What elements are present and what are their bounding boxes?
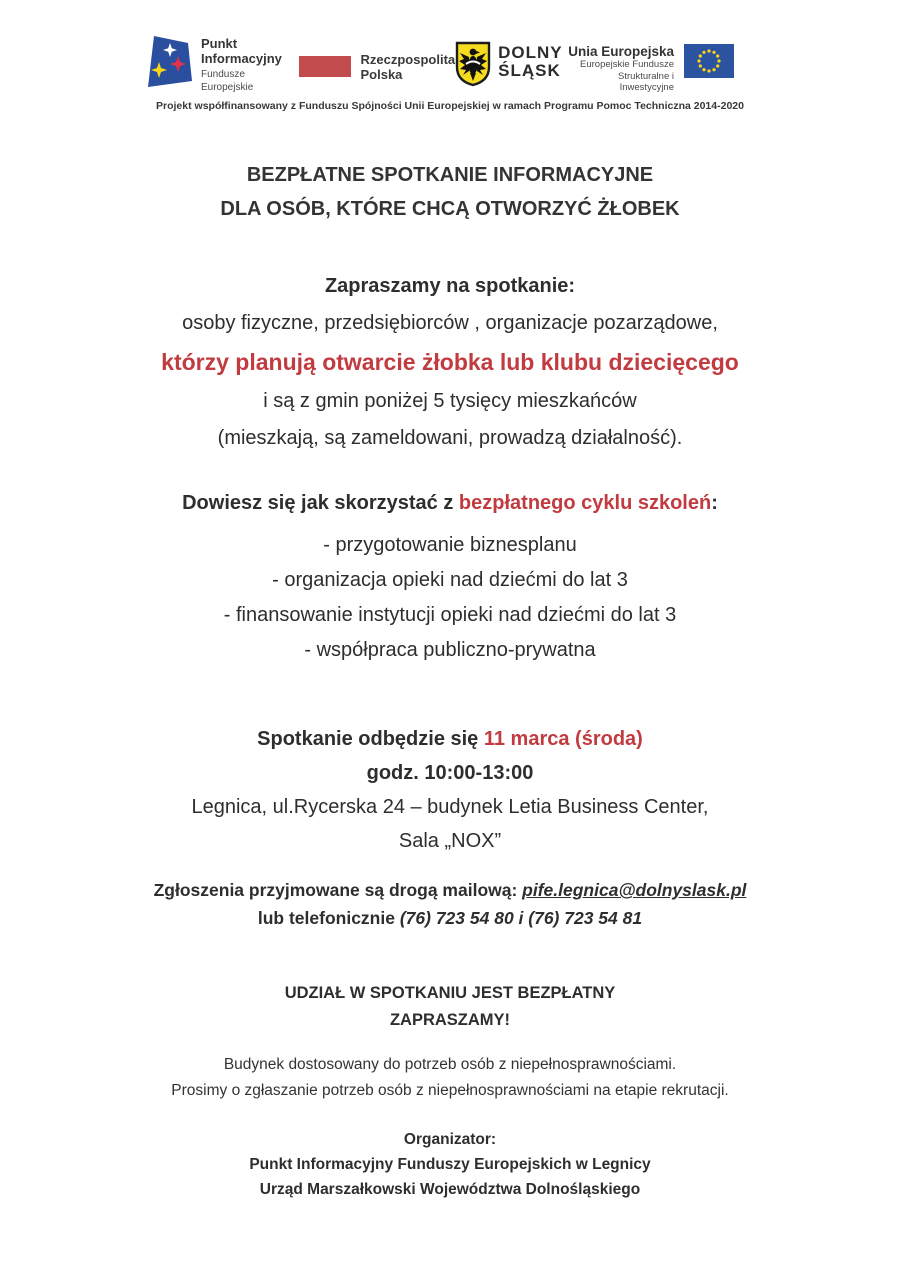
pife-line1: Punkt	[201, 36, 238, 51]
free-participation-section	[40, 980, 860, 1034]
pife-logo-text	[201, 36, 299, 94]
title-line1: BEZPŁATNE SPOTKANIE INFORMACYJNE	[246, 164, 654, 186]
training-item: - finansowanie instytucji opieki nad dziećmi do lat 3	[223, 604, 677, 626]
eu-line1: Unia Europejska	[568, 44, 674, 59]
invitation-section	[40, 268, 860, 457]
accessibility-section	[40, 1052, 860, 1104]
accessibility-line2: Prosimy o zgłaszanie potrzeb osób z niepełnosprawnościami na etapie rekrutacji.	[171, 1082, 729, 1099]
trainings-section	[40, 484, 860, 668]
invite-heading: Zapraszamy na spotkanie:	[324, 275, 576, 297]
dolny-line2: ŚLĄSK	[498, 61, 561, 80]
pife-line2: Informacyjny	[201, 51, 282, 66]
dolny-slask-crest-icon	[455, 41, 491, 92]
organizer-line2: Urząd Marszałkowski Województwa Dolnośląskiego	[259, 1181, 641, 1198]
logo-strip	[146, 36, 734, 94]
trainings-heading	[40, 484, 860, 522]
meeting-place-line1: Legnica, ul.Rycerska 24 – budynek Letia Business Center,	[191, 796, 709, 818]
dolny-line1: DOLNY	[498, 43, 563, 62]
training-item: - organizacja opieki nad dziećmi do lat 3	[272, 569, 628, 591]
eu-logo	[563, 44, 734, 94]
contact-phones: (76) 723 54 80 i (76) 723 54 81	[399, 908, 643, 928]
contact-section	[40, 876, 860, 932]
poland-flag-icon	[299, 56, 351, 77]
pife-logo	[146, 36, 299, 94]
poland-line1: Rzeczpospolita	[360, 52, 456, 67]
invite-line2: i są z gmin poniżej 5 tysięcy mieszkańców	[263, 390, 637, 412]
eu-logo-text	[563, 44, 674, 94]
poland-logo-text	[361, 52, 456, 82]
page-title	[40, 158, 860, 226]
trainings-heading-red: bezpłatnego cyklu szkoleń	[458, 492, 712, 514]
title-line2: DLA OSÓB, KTÓRE CHCĄ OTWORZYĆ ŻŁOBEK	[220, 198, 680, 220]
free-line1: UDZIAŁ W SPOTKANIU JEST BEZPŁATNY	[284, 984, 616, 1002]
pife-line3: Fundusze Europejskie	[201, 69, 254, 93]
trainings-heading-colon: :	[711, 492, 718, 514]
contact-mail-label: Zgłoszenia przyjmowane są drogą mailową:	[153, 880, 523, 900]
dolny-slask-logo	[455, 41, 563, 92]
meeting-date: 11 marca (środa)	[483, 728, 643, 750]
accessibility-line1: Budynek dostosowany do potrzeb osób z niepełnosprawnościami.	[223, 1056, 677, 1073]
free-line2: ZAPRASZAMY!	[389, 1011, 511, 1029]
eu-line3: Strukturalne i Inwestycyjne	[618, 70, 674, 93]
contact-email: pife.legnica@dolnyslask.pl	[522, 880, 747, 900]
meeting-date-pre: Spotkanie odbędzie się	[257, 728, 484, 750]
poland-logo	[299, 52, 456, 82]
organizer-line1: Punkt Informacyjny Funduszy Europejskich w Legnicy	[249, 1156, 651, 1173]
invite-line3: (mieszkają, są zameldowani, prowadzą działalność).	[217, 427, 683, 449]
contact-phone-label: lub telefonicznie	[257, 908, 400, 928]
meeting-details-section	[40, 722, 860, 858]
dolny-slask-logo-text	[498, 44, 563, 80]
organizer-label: Organizator:	[403, 1131, 497, 1148]
funding-line: Projekt współfinansowany z Funduszu Spójności Unii Europejskiej w ramach Programu Pomoc Techniczna 2014-2020	[156, 100, 744, 112]
contact-mail-line	[40, 876, 860, 904]
eu-flag-icon	[684, 44, 734, 83]
invite-highlight: którzy planują otwarcie żłobka lub klubu dziecięcego	[161, 349, 739, 375]
poland-line2: Polska	[360, 67, 403, 82]
meeting-date-line	[40, 722, 860, 756]
training-item: - przygotowanie biznesplanu	[323, 534, 577, 556]
pife-flag-icon	[146, 36, 193, 94]
meeting-time: godz. 10:00-13:00	[366, 762, 534, 784]
meeting-place-line2: Sala „NOX”	[398, 830, 502, 852]
eu-line2: Europejskie Fundusze	[580, 59, 674, 70]
training-item: - współpraca publiczno-prywatna	[304, 639, 596, 661]
invite-line1: osoby fizyczne, przedsiębiorców , organizacje pozarządowe,	[182, 312, 718, 334]
trainings-heading-pre: Dowiesz się jak skorzystać z	[182, 492, 459, 514]
organizer-section	[40, 1127, 860, 1202]
contact-phone-line	[40, 904, 860, 932]
